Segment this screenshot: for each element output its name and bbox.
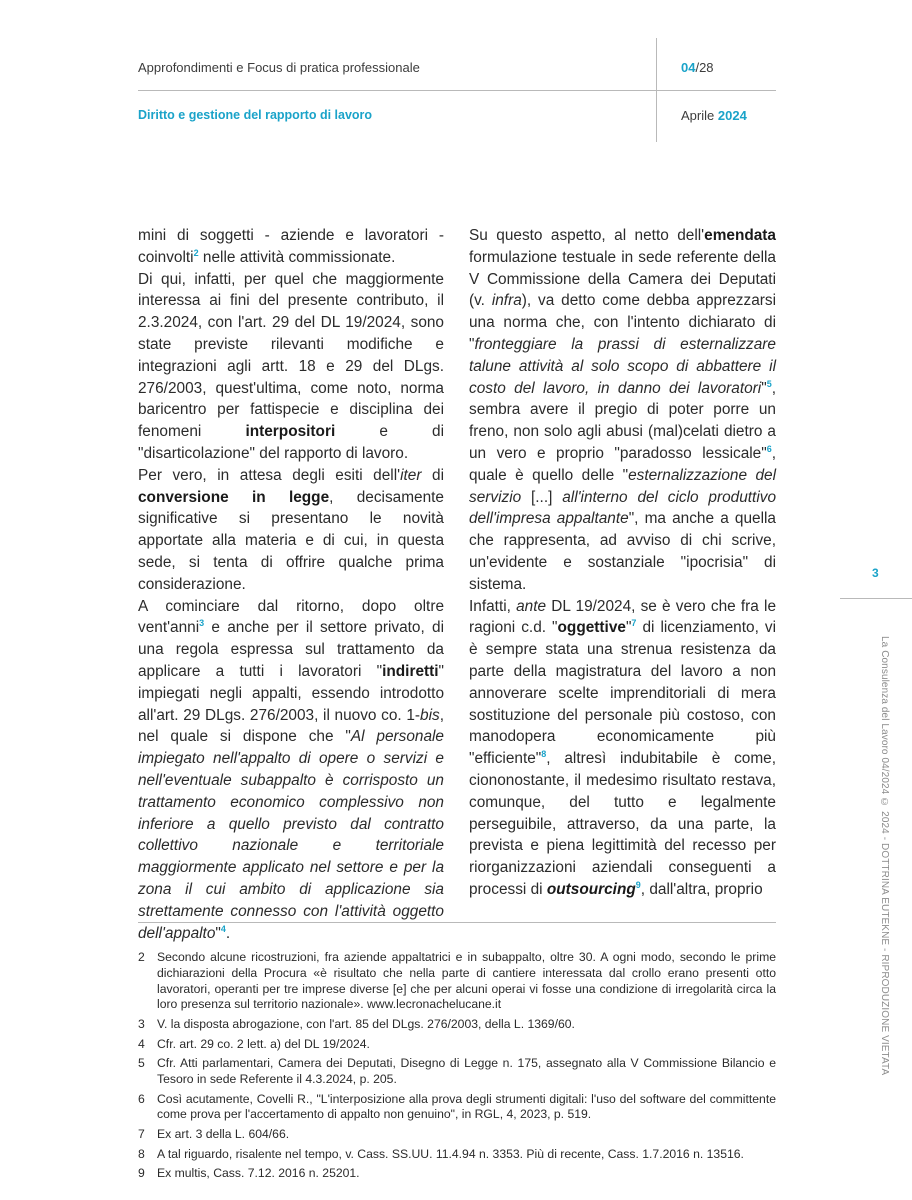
- section-title: Approfondimenti e Focus di pratica professionale: [138, 60, 420, 75]
- footnote-ref[interactable]: 6: [766, 443, 772, 454]
- paragraph: A cominciare dal ritorno, dopo oltre vent'anni$^3$ e anche per il settore privato, di una regola espressa sul trattamento da applicare a tutti i lavoratori "indiretti" impiegati negli appalti, essendo introdotto all'art. 29 DLgs. 276/2003, il nuovo co. 1-bis, nel quale si dispone che "Al personale impiegato nell'appalto di opere o servizi e nell'eventuale subappalto è corrisposto un trattamento economico complessivo non inferiore a quello previsto dal contratto collettivo nazionale e territoriale maggiormente applicato nel settore e per la zona il cui ambito di applicazione sia strettamente connesso con l'attività oggetto dell'appalto"$^4$.: [138, 597, 444, 942]
- text-column-right: [469, 225, 776, 901]
- topic-title: Diritto e gestione del rapporto di lavoro: [138, 108, 373, 122]
- paragraph: Su questo aspetto, al netto dell'emendata formulazione testuale in sede referente della V Commissione della Camera dei Deputati (v. infra), va detto come debba apprezzarsi una norma che, con l'intento dichiarato di "fronteggiare la prassi di esternalizzare talune attività al solo scopo di abbattere il costo del lavoro, in danno dei lavoratori"$^5$, sembra avere il pregio di poter porre un freno, non solo agli abusi (mal)celati dietro a un vero e proprio "paradosso lessicale"$^6$, quale è quello delle "esternalizzazione del servizio [...] all'interno del ciclo produttivo dell'impresa appaltante", ma anche a quella che rappresenta, ad avviso di chi scrive, un'evidente e sostanziale "ipocrisia" di sistema.: [469, 227, 777, 593]
- issue-month: Aprile: [681, 108, 715, 123]
- issue-date: [681, 108, 747, 123]
- footnote-item: 9 Ex multis, Cass. 7.12. 2016 n. 25201.: [138, 1166, 360, 1181]
- page-number: 3: [872, 566, 879, 580]
- footnote-item: 5 Cfr. Atti parlamentari, Camera dei Deputati, Disegno di Legge n. 175, assegnato alla V Commissione Bilancio e Tesoro in sede Referente il 4.3.2024, p. 205.: [138, 1056, 776, 1086]
- footnote-divider: [138, 922, 776, 923]
- footnote-item: 8 A tal riguardo, risalente nel tempo, v. Cass. SS.UU. 11.4.94 n. 3353. Più di recente, Cass. 1.7.2016 n. 13516.: [138, 1146, 744, 1161]
- issue-year: 2024: [717, 108, 747, 123]
- margin-divider: [840, 598, 912, 599]
- footnote-item: 6 Così acutamente, Covelli R., "L'interposizione alla prova degli strumenti digitali: l'uso del software del committente come prova per l'accertamento di appalto non genuino", in RGL, 4, 2023, p. 519.: [138, 1091, 776, 1122]
- footnote-ref[interactable]: 9: [635, 879, 641, 890]
- issue-current: 04: [681, 60, 696, 75]
- footnote-item: 4 Cfr. art. 29 co. 2 lett. a) del DL 19/2024.: [138, 1036, 370, 1051]
- header-divider: [138, 90, 776, 91]
- paragraph: Di qui, infatti, per quel che maggiormente interessa ai fini del presente contributo, il 2.3.2024, con l'art. 29 del DL 19/2024, sono state previste rilevanti modifiche e integrazioni agli artt. 18 e 29 del DLgs. 276/2003, quest'ultima, come noto, norma baricentro per fattispecie e disciplina dei fenomeni interpositori e di "disarticolazione" del rapporto di lavoro.: [138, 270, 444, 462]
- footnote-ref[interactable]: 8: [541, 749, 547, 759]
- paragraph: mini di soggetti - aziende e lavoratori - coinvolti$^2$ nelle attività commissionate.: [138, 227, 444, 266]
- footnote-item: 2 Secondo alcune ricostruzioni, fra aziende appaltatrici e in subappalto, oltre 30. A ogni modo, secondo le prime dichiarazioni della Procura «è risultato che nella parte di cantiere interessata dal crollo erano presenti otto lavoratori, operanti per tre imprese diverse [e] che per alcuni operai vi fosse una condizione di irregolarità circa la loro presenza sul territorio nazionale». www.lecronachelucane.it: [138, 950, 776, 1012]
- text-column-left: [138, 225, 444, 944]
- footnote-item: 3 V. la disposta abrogazione, con l'art. 85 del DLgs. 276/2003, della L. 1369/60.: [138, 1016, 575, 1031]
- footnote-ref[interactable]: 7: [631, 618, 637, 629]
- issue-number: [681, 60, 714, 75]
- header-vertical-divider: [656, 38, 657, 142]
- paragraph: Per vero, in attesa degli esiti dell'iter di conversione in legge, decisamente significative si presentano le novità apportate alla materia e di cui, in questa sede, si tenta di offrire qualche prima considerazione.: [138, 466, 444, 593]
- footnote-ref[interactable]: 2: [193, 247, 199, 258]
- footnote-ref[interactable]: 4: [220, 923, 226, 934]
- paragraph: Infatti, ante DL 19/2024, se è vero che fra le ragioni c.d. "oggettive"$^7$ di licenziamento, vi è sempre stata una strenua resistenza da parte della magistratura del lavoro a non annoverare scelte imprenditoriali di mera sostituzione del personale più costoso, con manodopera economicamente più "efficiente"$^8$, altresì indubitabile è come, ciononostante, il medesimo risultato restava, comunque, del tutto e legalmente perseguibile, attraverso, da una parte, la prevista e piena legittimità del recesso per riorganizzazioni aziendali conseguenti a processi di outsourcing$^9$, dall'altra, proprio: [469, 597, 777, 898]
- copyright-vertical-text: La Consulenza del Lavoro 04/2024 © 2024 - DOTTRINA EUTEKNE - RIPRODUZIONE VIETATA: [879, 636, 890, 1076]
- footnote-item: 7 Ex art. 3 della L. 604/66.: [138, 1126, 290, 1141]
- footnotes: [138, 950, 776, 1186]
- footnote-ref[interactable]: 5: [766, 378, 772, 389]
- footnote-ref[interactable]: 3: [199, 618, 205, 629]
- issue-total: /28: [695, 60, 714, 75]
